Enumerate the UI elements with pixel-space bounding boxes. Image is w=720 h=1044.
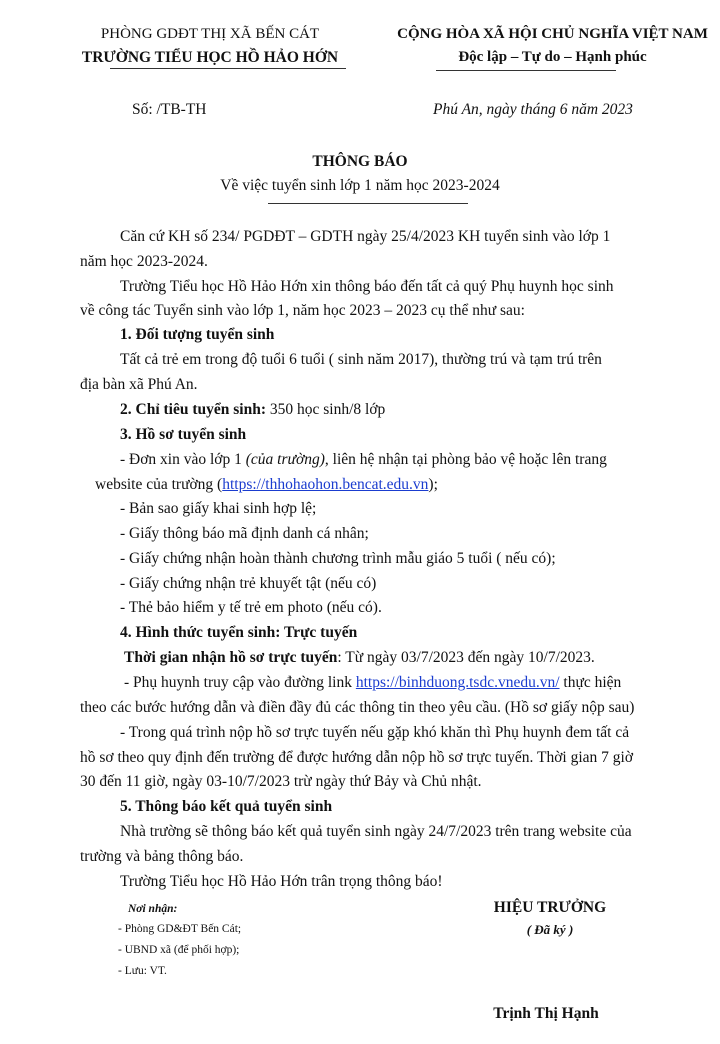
item-1-italic: (của trường) (245, 451, 325, 468)
motto-underline (436, 70, 616, 71)
section-4-help-3: 30 đến 11 giờ, ngày 03-10/7/2023 trừ ngày thứ Bảy và Chủ nhật. (80, 773, 482, 790)
access-text-end: thực hiện (559, 674, 622, 691)
website-end: ); (428, 476, 438, 493)
school-underline (110, 68, 346, 69)
intro-line-1: Căn cứ KH số 234/ PGDĐT – GDTH ngày 25/4/2023 KH tuyển sinh vào lớp 1 (120, 228, 611, 245)
section-4-access-cont: theo các bước hướng dẫn và điền đầy đủ các thông tin theo yêu cầu. (Hồ sơ giấy nộp sau) (80, 699, 635, 716)
item-1-text-end: , liên hệ nhận tại phòng bảo vệ hoặc lên trang (324, 451, 607, 468)
section-3-item-4: - Giấy chứng nhận hoàn thành chương trình mẫu giáo 5 tuổi ( nếu có); (120, 550, 556, 567)
signed-note: ( Đã ký ) (526, 922, 574, 937)
intro-line-2: năm học 2023-2024. (80, 253, 208, 270)
signer-name: Trịnh Thị Hạnh (493, 1005, 599, 1022)
intro-line-4: về công tác Tuyển sinh vào lớp 1, năm học 2023 – 2023 cụ thể như sau: (80, 302, 525, 319)
section-3-item-1-cont (95, 476, 438, 494)
time-label: Thời gian nhận hồ sơ trực tuyến (124, 649, 338, 666)
section-3-item-1 (120, 451, 607, 469)
signer-title: HIỆU TRƯỞNG (493, 899, 607, 916)
section-3-item-6: - Thẻ bảo hiểm y tế trẻ em photo (nếu có). (120, 599, 382, 616)
section-2-line (120, 401, 385, 419)
closing-line: Trường Tiểu học Hồ Hảo Hớn trân trọng thông báo! (120, 873, 443, 890)
recipient-item: - UBND xã (để phối hợp); (118, 944, 240, 956)
section-5-line-1: Nhà trường sẽ thông báo kết quả tuyển sinh ngày 24/7/2023 trên trang website của (120, 823, 632, 840)
section-1-line-2: địa bàn xã Phú An. (80, 376, 198, 393)
section-4-time (124, 649, 595, 667)
department-name: PHÒNG GDĐT THỊ XÃ BẾN CÁT (100, 26, 320, 42)
document-subtitle: Về việc tuyển sinh lớp 1 năm học 2023-2024 (220, 177, 500, 194)
section-1-line-1: Tất cả trẻ em trong độ tuổi 6 tuổi ( sinh năm 2017), thường trú và tạm trú trên (120, 351, 602, 368)
recipient-item: - Lưu: VT. (118, 965, 167, 977)
section-4-heading: 4. Hình thức tuyển sinh: Trực tuyến (120, 624, 358, 641)
recipients-label: Nơi nhận: (128, 903, 178, 915)
section-2-value: 350 học sinh/8 lớp (266, 401, 386, 418)
section-5-heading: 5. Thông báo kết quả tuyển sinh (120, 798, 333, 815)
school-name: TRƯỜNG TIỂU HỌC HỒ HẢO HỚN (81, 49, 339, 66)
section-5-line-2: trường và bảng thông báo. (80, 848, 244, 865)
item-1-text: - Đơn xin vào lớp 1 (120, 451, 246, 468)
section-4-help-2: hồ sơ theo quy định đến trường để được hướng dẫn nộp hồ sơ trực tuyến. Thời gian 7 giờ (80, 749, 634, 766)
document-title: THÔNG BÁO (312, 153, 408, 170)
time-value: : Từ ngày 03/7/2023 đến ngày 10/7/2023. (337, 649, 595, 666)
access-text: - Phụ huynh truy cập vào đường link (124, 674, 356, 691)
section-3-item-2: - Bản sao giấy khai sinh hợp lệ; (120, 500, 317, 517)
place-date: Phú An, ngày tháng 6 năm 2023 (433, 101, 633, 118)
section-1-heading: 1. Đối tượng tuyển sinh (120, 326, 275, 343)
website-label: website của trường ( (95, 476, 223, 493)
section-3-item-5: - Giấy chứng nhận trẻ khuyết tật (nếu có) (120, 575, 377, 592)
intro-line-3: Trường Tiểu học Hồ Hảo Hớn xin thông báo đến tất cả quý Phụ huynh học sinh (120, 278, 614, 295)
enrollment-portal-link[interactable]: https://binhduong.tsdc.vnedu.vn/ (355, 674, 560, 691)
national-motto: Độc lập – Tự do – Hạnh phúc (458, 49, 647, 65)
recipient-item: - Phòng GD&ĐT Bến Cát; (118, 923, 242, 935)
subtitle-underline (268, 203, 468, 204)
section-2-heading: 2. Chỉ tiêu tuyển sinh: (120, 401, 266, 418)
section-4-help-1: - Trong quá trình nộp hồ sơ trực tuyến nếu gặp khó khăn thì Phụ huynh đem tất cả (120, 724, 630, 741)
section-4-access (124, 674, 621, 692)
document-number: Số: /TB-TH (132, 101, 207, 118)
section-3-item-3: - Giấy thông báo mã định danh cá nhân; (120, 525, 369, 542)
section-3-heading: 3. Hồ sơ tuyển sinh (120, 426, 247, 443)
school-website-link[interactable]: https://thhohaohon.bencat.edu.vn (222, 476, 429, 493)
nation-name: CỘNG HÒA XÃ HỘI CHỦ NGHĨA VIỆT NAM (397, 26, 708, 42)
